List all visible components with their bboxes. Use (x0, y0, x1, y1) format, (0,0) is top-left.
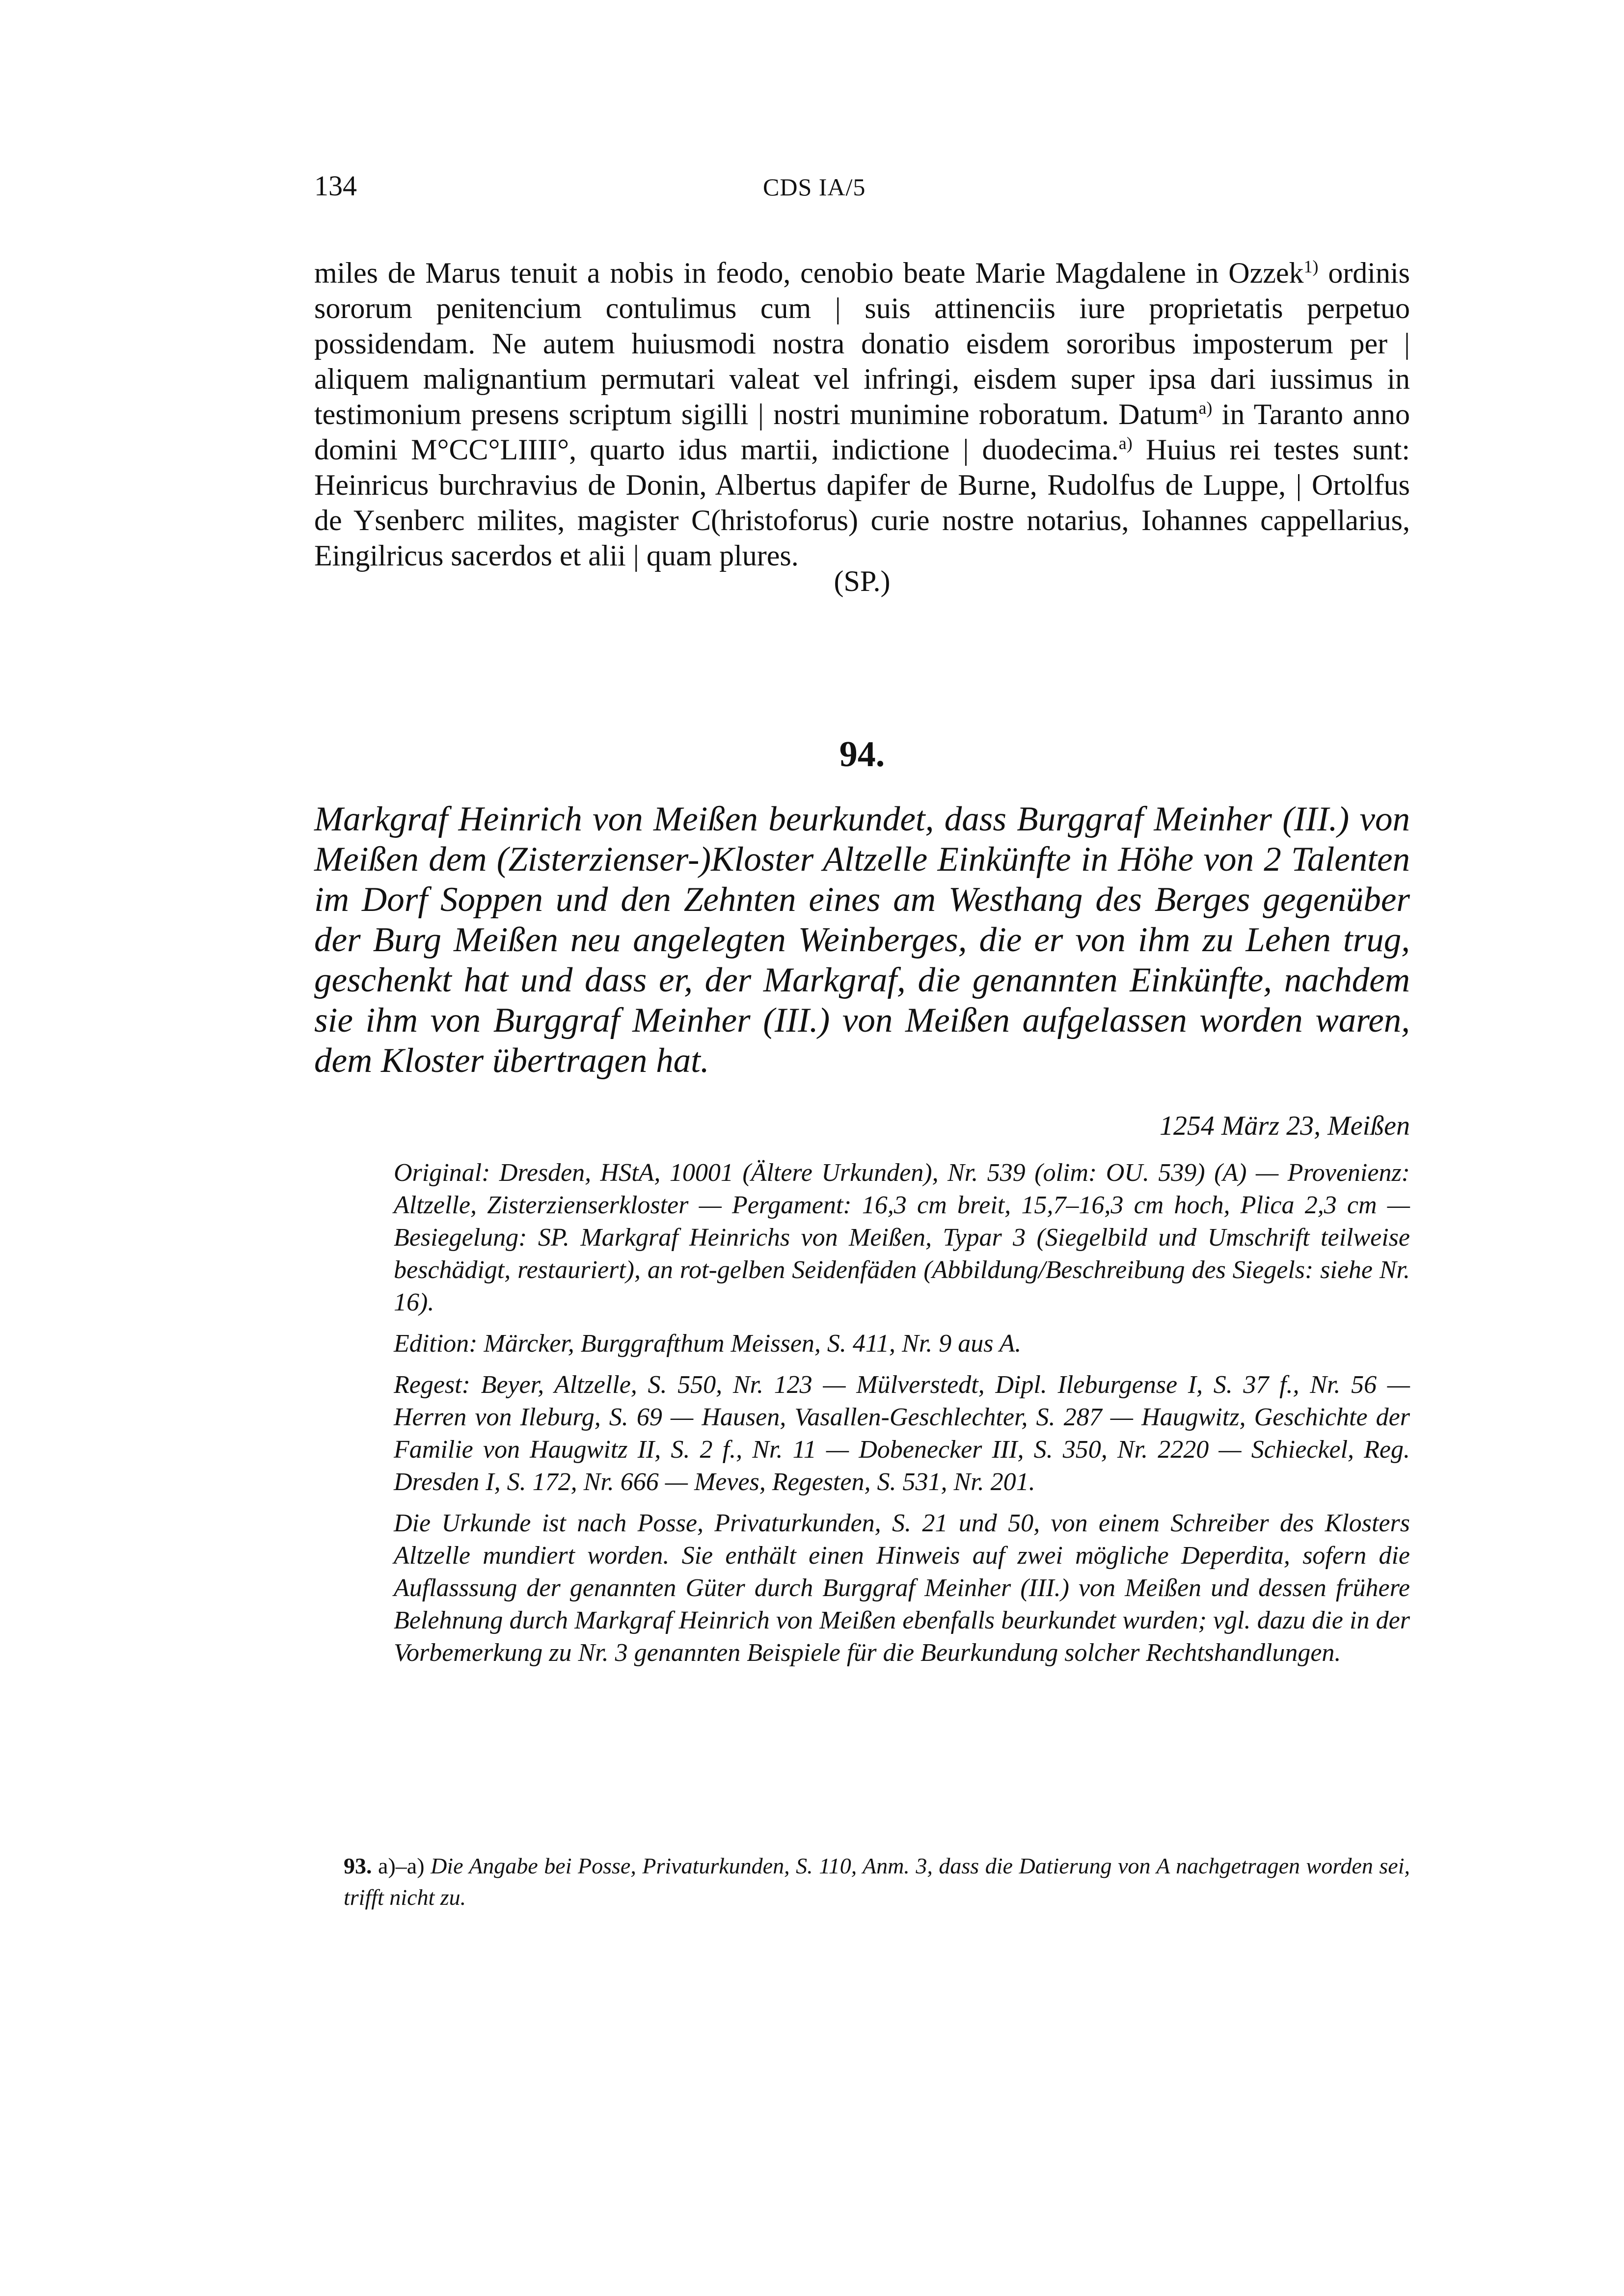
regest-heading: Markgraf Heinrich von Meißen beurkundet, dass Burggraf Meinher (III.) von Meißen dem (Zisterzienser-)Kloster Altzelle Einkünfte in Höhe von 2 Talenten im Dorf Soppen und den Zehnten eines am Westhang des Berges gegenüber der Burg Meißen neu angelegten Weinberges, die er von ihm zu Lehen trug, geschenkt hat und dass er, der Markgraf, die genannten Einkünfte, nachdem sie ihm von Burggraf Meinher (III.) von Meißen aufgelassen worden waren, dem Kloster übertragen hat. (314, 800, 1410, 1080)
footnote-text: Die Angabe bei Posse, Privaturkunden, S. 110, Anm. 3, dass die Datierung von A nachgetragen worden sei, trifft nicht zu. (344, 1853, 1410, 1910)
apparatus (394, 1157, 1410, 1678)
apparatus-edition: Edition: Märcker, Burggrafthum Meissen, S. 411, Nr. 9 aus A. (394, 1330, 1022, 1358)
date-place: 1254 März 23, Meißen (1159, 1111, 1410, 1141)
footnote-marker: a) (1198, 398, 1213, 418)
text-segment: ordinis sororum penitencium contulimus cum | suis attinenciis iure proprietatis perpetuo possidendam. Ne autem huiusmodi nostra donatio eisdem sororibus imposterum per | aliquem malignantium permutari valeat vel infringi, eisdem super ipsa dari iussimus in testimonium presens scriptum sigilli | nostri munimine roboratum. Datum (314, 257, 1410, 430)
apparatus-regest: Regest: Beyer, Altzelle, S. 550, Nr. 123 — Mülverstedt, Dipl. Ileburgense I, S. 37 f., Nr. 56 — Herren von Ileburg, S. 69 — Hausen, Vasallen-Geschlechter, S. 287 — Haugwitz, Geschichte der Familie von Haugwitz II, S. 2 f., Nr. 11 — Dobenecker III, S. 350, Nr. 2220 — Schieckel, Reg. Dresden I, S. 172, Nr. 666 — Meves, Regesten, S. 531, Nr. 201. (394, 1371, 1410, 1496)
seal-mark: (SP.) (834, 565, 891, 597)
footnote (344, 1850, 1410, 1913)
footnote-marker: a) (1118, 433, 1133, 453)
text-segment: in Taranto anno domini M°CC°LIIII°, quarto idus martii, indictione | duodecima. (314, 398, 1410, 466)
footnote-marker: 1) (1303, 257, 1319, 276)
page-number: 134 (314, 170, 357, 202)
continuation-text (314, 255, 1410, 573)
footnote-number: 93. (344, 1853, 372, 1878)
footnote-marker: a)–a) (378, 1853, 425, 1878)
apparatus-original: Original: Dresden, HStA, 10001 (Ältere Urkunden), Nr. 539 (olim: OU. 539) (A) — Provenienz: Altzelle, Zisterzienserkloster — Pergament: 16,3 cm breit, 15,7–16,3 cm hoch, Plica 2,3 cm — Besiegelung: SP. Markgraf Heinrichs von Meißen, Typar 3 (Siegelbild und Umschrift teilweise beschädigt, restauriert), an rot-gelben Seidenfäden (Abbildung/Beschreibung des Siegels: siehe Nr. 16). (394, 1159, 1410, 1316)
running-head: CDS IA/5 (763, 173, 866, 201)
text-segment: miles de Marus tenuit a nobis in feodo, cenobio beate Marie Magdalene in Ozzek (314, 257, 1304, 289)
text-segment: Huius rei testes sunt: Heinricus burchravius de Donin, Albertus dapifer de Burne, Rudolfus de Luppe, | Ortolfus de Ysenberc milites, magister C(hristoforus) curie nostre notarius, Iohannes cappellarius, Eingilricus sacerdos et alii | quam plures. (314, 433, 1410, 572)
apparatus-commentary: Die Urkunde ist nach Posse, Privaturkunden, S. 21 und 50, von einem Schreiber des Klosters Altzelle mundiert worden. Sie enthält einen Hinweis auf zwei mögliche Deperdita, sofern die Auflasssung der genannten Güter durch Burggraf Meinher (III.) von Meißen und dessen frühere Belehnung durch Markgraf Heinrich von Meißen ebenfalls beurkundet wurden; vgl. dazu die in der Vorbemerkung zu Nr. 3 genannten Beispiele für die Beurkundung solcher Rechtshandlungen. (394, 1509, 1410, 1667)
document-number: 94. (839, 734, 885, 774)
